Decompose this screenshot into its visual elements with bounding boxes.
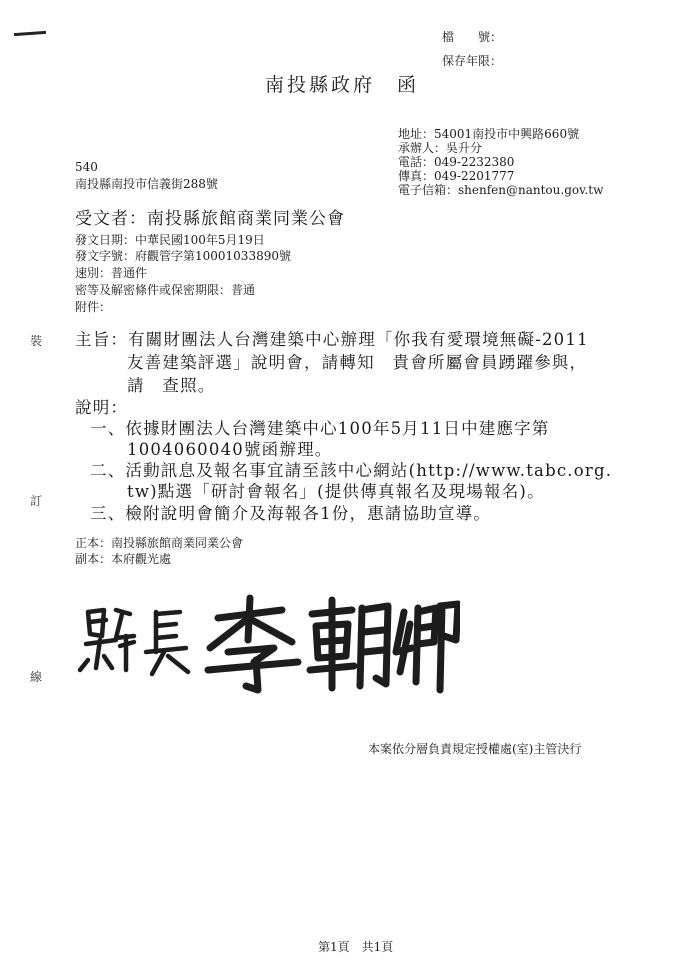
document-number: 發文字號：府觀管字第10001033890號 bbox=[75, 249, 291, 263]
delivery-speed: 速別：普通件 bbox=[75, 266, 148, 280]
signature-char-5 bbox=[396, 604, 458, 690]
explanation-item-2-line-1: 二、活動訊息及報名事宜請至該中心網站(http://www.tabc.org. bbox=[90, 461, 613, 480]
explanation-item-2-line-2: tw)點選「研討會報名」(提供傳真報名及現場報名)。 bbox=[127, 482, 545, 501]
file-number-label: 檔 號： bbox=[442, 30, 503, 44]
explanation-item-3: 三、檢附說明會簡介及海報各1份，惠請協助宣導。 bbox=[90, 504, 492, 523]
binding-mark-2: 訂 bbox=[30, 494, 43, 508]
explanation-heading: 說明： bbox=[75, 398, 129, 417]
attachments-label: 附件： bbox=[75, 300, 112, 314]
binding-mark-3: 線 bbox=[30, 670, 43, 684]
subject-line-3: 請 查照。 bbox=[127, 376, 216, 395]
postal-code: 540 bbox=[75, 160, 98, 174]
explanation-item-1-line-2: 1004060040號函辦理。 bbox=[127, 440, 333, 459]
phone-number: 電話：049-2232380 bbox=[398, 155, 515, 169]
subject-line-1: 主旨：有關財團法人台灣建築中心辦理「你我有愛環境無礙-2011 bbox=[75, 330, 589, 349]
recipient: 受文者：南投縣旅館商業同業公會 bbox=[75, 209, 345, 229]
original-recipient: 正本：南投縣旅館商業同業公會 bbox=[75, 536, 244, 550]
contact-person: 承辦人：吳升分 bbox=[398, 141, 483, 155]
subject-line-2: 友善建築評選」說明會，請轉知 貴會所屬會員踴躍參與， bbox=[127, 353, 588, 372]
page-number: 第1頁 共1頁 bbox=[318, 940, 394, 954]
security-level: 密等及解密條件或保密期限：普通 bbox=[75, 283, 256, 297]
signature-char-4 bbox=[310, 600, 388, 688]
copy-recipient: 副本：本府觀光處 bbox=[75, 552, 172, 566]
corner-mark bbox=[14, 31, 46, 36]
magistrate-signature bbox=[60, 590, 460, 700]
document-title: 南投縣政府 函 bbox=[265, 74, 420, 96]
fax-number: 傳真：049-2201777 bbox=[398, 169, 515, 183]
issue-date: 發文日期：中華民國100年5月19日 bbox=[75, 233, 265, 247]
email-address: 電子信箱：shenfen@nantou.gov.tw bbox=[398, 183, 604, 197]
signature-char-1 bbox=[80, 610, 134, 670]
signature-char-2 bbox=[146, 612, 188, 674]
recipient-mailing-address: 南投縣南投市信義街288號 bbox=[75, 177, 218, 191]
sender-address: 地址：54001南投市中興路660號 bbox=[398, 127, 580, 141]
authority-note: 本案依分層負責規定授權處(室)主管決行 bbox=[368, 742, 582, 756]
signature-char-3 bbox=[208, 598, 298, 690]
explanation-item-1-line-1: 一、依據財團法人台灣建築中心100年5月11日中建應字第 bbox=[90, 419, 550, 438]
retention-label: 保存年限： bbox=[442, 54, 503, 68]
binding-mark-1: 裝 bbox=[30, 334, 43, 348]
